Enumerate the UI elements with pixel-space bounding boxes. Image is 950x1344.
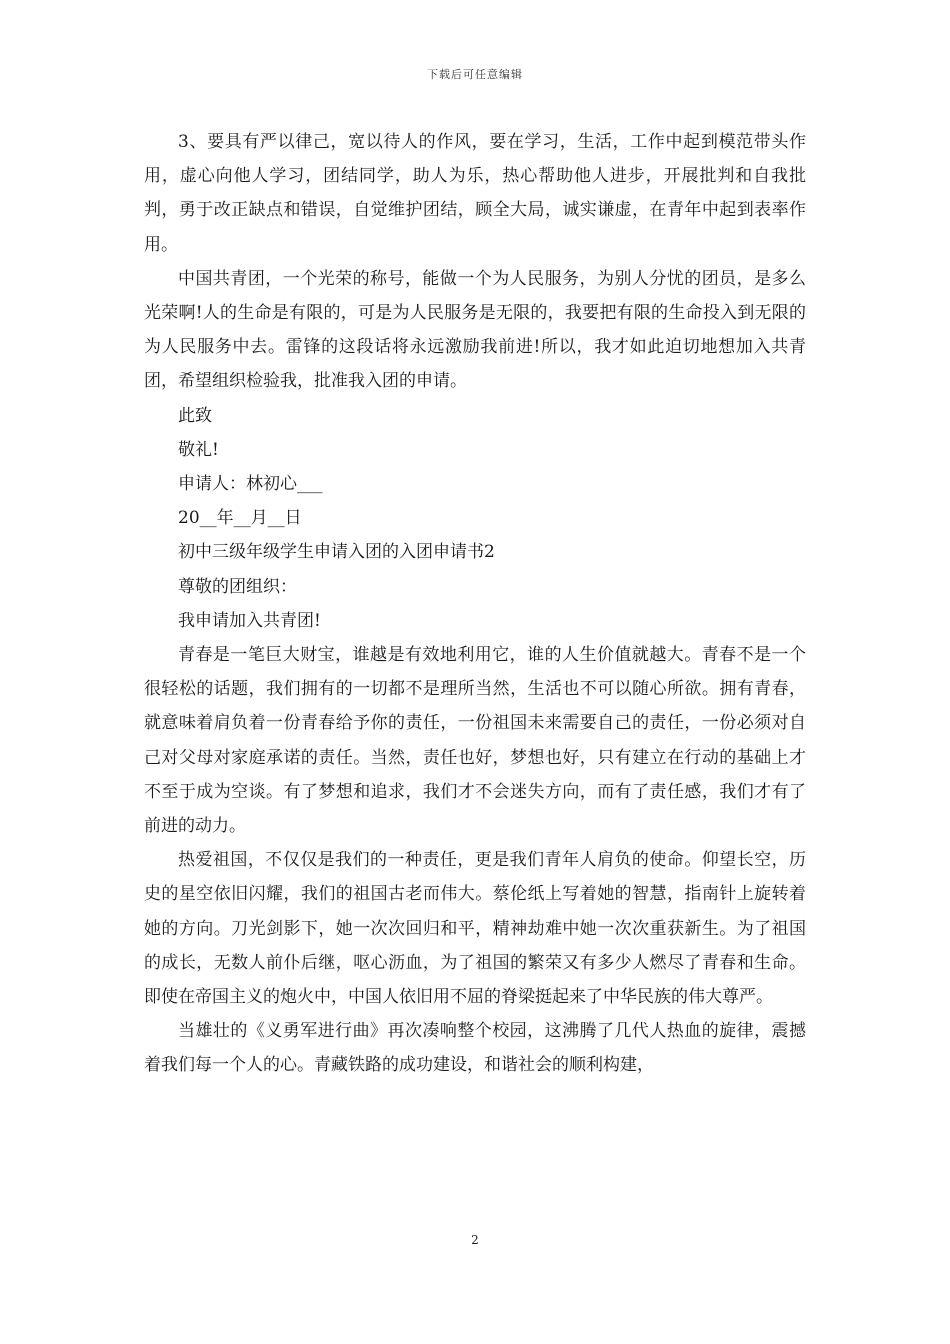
paragraph-item: 3、要具有严以律己，宽以待人的作风，要在学习，生活，工作中起到模范带头作用，虚心向他人学习，团结同学，助人为乐，热心帮助他人进步，开展批判和自我批判，勇于改正缺点和错误，自觉维护团结，顾全大局，诚实谦虚，在青年中起到表率作用。: [144, 132, 806, 255]
paragraph-item: 中国共青团，一个光荣的称号，能做一个为人民服务，为别人分忧的团员，是多么光荣啊!人的生命是有限的，可是为人民服务是无限的，我要把有限的生命投入到无限的为人民服务中去。雷锋的这段话将永远激励我前进!所以，我才如此迫切地想加入共青团，希望组织检验我，批准我入团的申请。: [144, 268, 806, 392]
greeting: 尊敬的团组织：: [178, 576, 297, 597]
section-title: 初中三级年级学生申请入团的入团申请书2: [178, 542, 495, 563]
paragraph-item: 热爱祖国，不仅仅是我们的一种责任，更是我们青年人肩负的使命。仰望长空，历史的星空依旧闪耀，我们的祖国古老而伟大。蔡伦纸上写着她的智慧，指南针上旋转着她的方向。刀光剑影下，她一次次回归和平，精神劫难中她一次次重获新生。为了祖国的成长，无数人前仆后继，呕心沥血，为了祖国的繁荣又有多少人燃尽了青春和生命。即使在帝国主义的炮火中，中国人依旧用不屈的脊梁挺起来了中华民族的伟大尊严。: [144, 850, 806, 1008]
applicant-signature: 申请人：林初心___: [178, 474, 323, 495]
opening-statement: 我申请加入共青团!: [178, 610, 321, 631]
paragraph-item: 当雄壮的《义勇军进行曲》再次凑响整个校园，这沸腾了几代人热血的旋律，震撼着我们每一个人的心。青藏铁路的成功建设，和谐社会的顺利构建，: [144, 1021, 806, 1076]
closing-salutation: 此致: [178, 405, 212, 426]
closing-regards: 敬礼!: [178, 439, 219, 460]
document-body: [144, 125, 806, 1083]
page-number: 2: [471, 1233, 479, 1247]
paragraph-item: 青春是一笔巨大财宝，谁越是有效地利用它，谁的人生价值就越大。青春不是一个很轻松的话题，我们拥有的一切都不是理所当然，生活也不可以随心所欲。拥有青春，就意味着肩负着一份青春给予你的责任，一份祖国未来需要自己的责任，一份必须对自己对父母对家庭承诺的责任。当然，责任也好，梦想也好，只有建立在行动的基础上才不至于成为空谈。有了梦想和追求，我们才不会迷失方向，而有了责任感，我们才有了前进的动力。: [144, 645, 806, 837]
page-header: 下载后可任意编辑: [427, 68, 523, 81]
date-line: 20__年__月__日: [178, 508, 302, 529]
